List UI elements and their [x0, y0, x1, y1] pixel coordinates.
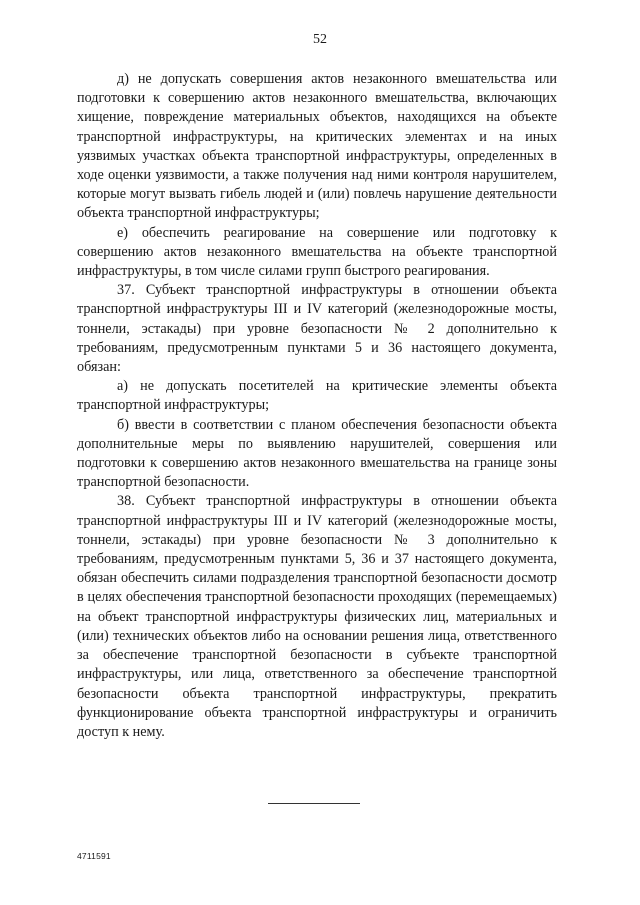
- paragraph-37: 37. Субъект транспортной инфраструктуры в отношении объекта транспортной инфраструктуры III и IV категорий (железнодорожные мосты, тоннели, эстакады) при уровне безопасности № 2 дополнительно к требованиям, предусмотренным пунктами 5 и 36 настоящего документа, обязан:: [77, 282, 557, 376]
- paragraph-d: д) не допускать совершения актов незаконного вмешательства или подготовки к совершению актов незаконного вмешательства, включающих хищение, повреждение материальных объектов, находящихся на объекте транспортной инфраструктуры, на критических элементах и на иных уязвимых участках объекта транспортной инфраструктуры, определенных в ходе оценки уязвимости, а также получения над ними контроля нарушителем, которые могут вызвать гибель людей и (или) повлечь нарушение деятельности объекта транспортной инфраструктуры;: [77, 71, 557, 222]
- paragraph-37-b: б) ввести в соответствии с планом обеспечения безопасности объекта дополнительные меры по выявлению нарушителей, совершения или подготовки к совершению актов незаконного вмешательства на границе зоны транспортной безопасности.: [77, 416, 557, 491]
- end-divider: [268, 803, 360, 804]
- document-code: 4711591: [77, 851, 111, 861]
- page-number: 52: [313, 32, 327, 47]
- paragraph-e: е) обеспечить реагирование на совершение или подготовку к совершению актов незаконного вмешательства на объекте транспортной инфраструктуры, в том числе силами групп быстрого реагирования.: [77, 224, 557, 280]
- document-body: [77, 70, 557, 742]
- paragraph-38: 38. Субъект транспортной инфраструктуры в отношении объекта транспортной инфраструктуры III и IV категорий (железнодорожные мосты, тоннели, эстакады) при уровне безопасности № 3 дополнительно к требованиям, предусмотренным пунктами 5, 36 и 37 настоящего документа, обязан обеспечить силами подразделения транспортной безопасности досмотр в целях обеспечения транспортной безопасности проходящих (перемещаемых) на объект транспортной инфраструктуры физических лиц, материальных и (или) технических объектов либо на основании решения лица, ответственного за обеспечение транспортной безопасности в субъекте транспортной инфраструктуры, или лица, ответственного за обеспечение транспортной безопасности объекта транспортной инфраструктуры, прекратить функционирование объекта транспортной инфраструктуры и ограничить доступ к нему.: [77, 493, 557, 740]
- paragraph-37-a: а) не допускать посетителей на критические элементы объекта транспортной инфраструктуры;: [77, 378, 557, 414]
